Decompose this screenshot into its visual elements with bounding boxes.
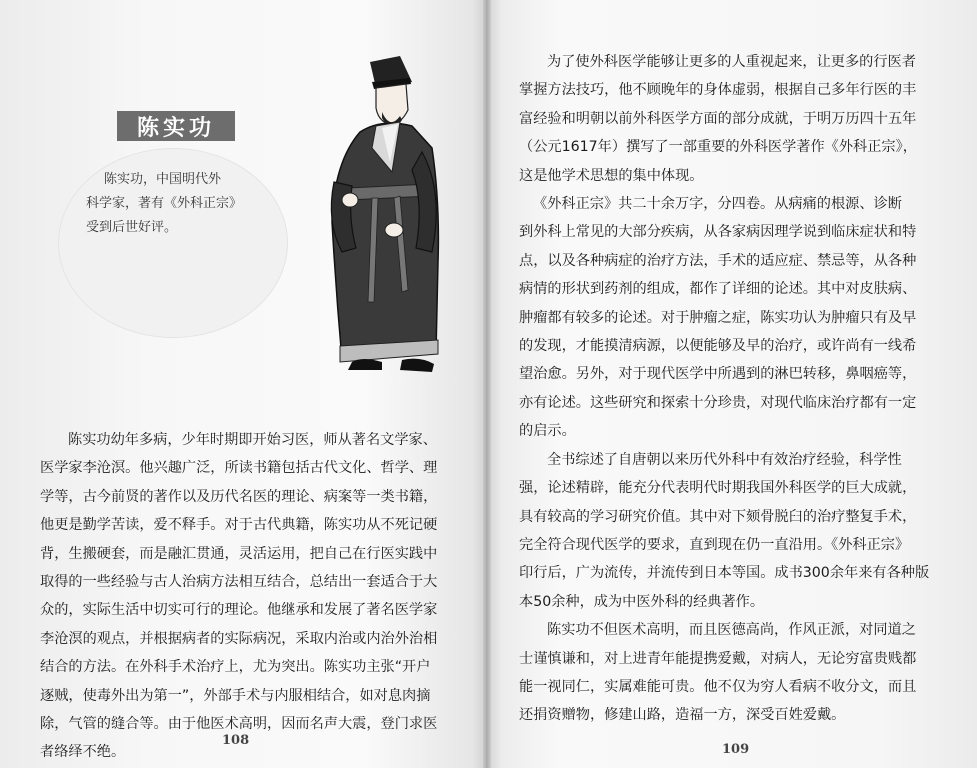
text-line: 取得的一些经验与古人治病方法相互结合，总结出一套适合于大 <box>40 574 438 591</box>
text-line: 医学家李沧溟。他兴趣广泛，所读书籍包括古代文化、哲学、理 <box>40 460 438 477</box>
intro-line: 受到后世好评。 <box>86 220 178 235</box>
text-line: 印行后，广为流传，并流传到日本等国。成书300余年来有各种版 <box>519 565 930 582</box>
text-line: 望治愈。另外，对于现代医学中所遇到的淋巴转移，鼻咽癌等， <box>519 366 917 383</box>
chen-shigong-portrait-illustration <box>312 52 447 407</box>
text-line: 《外科正宗》共二十余万字，分四卷。从病痛的根源、诊断 <box>533 196 902 213</box>
text-line: 除，气管的缝合等。由于他医术高明，因而名声大震，登门求医 <box>40 716 438 733</box>
text-line: 的启示。 <box>519 423 576 440</box>
intro-line: 科学家，著有《外科正宗》 <box>86 196 243 211</box>
text-line: 具有较高的学习研究价值。其中对下颏骨脱臼的治疗整复手术， <box>519 508 917 525</box>
text-line: 逐贼，使毒外出为第一”，外部手术与内服相结合，如对息肉摘 <box>40 687 431 704</box>
text-line: 亦有论述。这些研究和探索十分珍贵，对现代临床治疗都有一定 <box>519 394 917 411</box>
intro-text <box>78 168 278 240</box>
text-line: 众的，实际生活中切实可行的理论。他继承和发展了著名医学家 <box>40 602 438 619</box>
text-line: 掌握方法技巧，他不顾晚年的身体虚弱，根据自己多年行医的丰 <box>519 82 917 99</box>
text-line: 士谨慎谦和，对上进青年能提携爱戴，对病人，无论穷富贵贱都 <box>519 650 917 667</box>
text-line: 这是他学术思想的集中体现。 <box>519 167 704 184</box>
text-line: 陈实功不但医术高明，而且医德高尚，作风正派，对同道之 <box>547 622 916 639</box>
left-page <box>0 0 487 768</box>
text-line: 为了使外科医学能够让更多的人重视起来，让更多的行医者 <box>547 54 916 70</box>
text-line: 背，生搬硬套，而是融汇贯通，灵活运用，把自己在行医实践中 <box>40 545 438 562</box>
intro-line: 陈实功，中国明代外 <box>104 172 222 187</box>
text-line: 点，以及各种病症的治疗方法，手术的适应症、禁忌等，从各种 <box>519 252 917 269</box>
page-number-right: 109 <box>722 742 750 757</box>
text-line: 者络绎不绝。 <box>40 744 126 761</box>
text-line: 全书综述了自唐朝以来历代外科中有效治疗经验，科学性 <box>547 451 902 468</box>
text-line: 学等，古今前贤的著作以及历代名医的理论、病案等一类书籍， <box>40 488 438 505</box>
left-body-text <box>40 426 460 767</box>
text-line: （公元1617年）撰写了一部重要的外科医学著作《外科正宗》， <box>519 139 917 156</box>
text-line: 肿瘤都有较多的论述。对于肿瘤之症，陈实功认为肿瘤只有及早 <box>519 309 917 326</box>
right-page <box>487 0 977 768</box>
right-body-text <box>519 48 947 730</box>
text-line: 完全符合现代医学的要求，直到现在仍一直沿用。《外科正宗》 <box>519 536 910 553</box>
text-line: 他更是勤学苦读，爱不释手。对于古代典籍，陈实功从不死记硬 <box>40 517 438 534</box>
text-line: 到外科上常见的大部分疾病，从各家病因理学说到临床症状和特 <box>519 224 917 241</box>
text-line: 病情的形状到药剂的组成，都作了详细的论述。其中对皮肤病、 <box>519 281 917 298</box>
text-line: 结合的方法。在外科手术治疗上，尤为突出。陈实功主张“开户 <box>40 659 431 676</box>
text-line: 陈实功幼年多病，少年时期即开始习医，师从著名文学家、 <box>68 432 437 448</box>
text-line: 李沧溟的观点，并根据病者的实际病况，采取内治或内治外治相 <box>40 630 438 647</box>
chapter-title: 陈实功 <box>117 111 235 141</box>
page-number-left: 108 <box>222 733 250 748</box>
text-line: 强，论述精辟，能充分代表明代时期我国外科医学的巨大成就， <box>519 480 917 497</box>
text-line: 本50余种，成为中医外科的经典著作。 <box>519 593 765 610</box>
book-gutter-shadow <box>483 0 491 768</box>
text-line: 的发现，才能摸清病源，以便能够及早的治疗，或许尚有一线希 <box>519 338 917 355</box>
text-line: 还捐资赠物，修建山路，造福一方，深受百姓爱戴。 <box>519 707 846 724</box>
text-line: 能一视同仁，实属难能可贵。他不仅为穷人看病不收分文，而且 <box>519 678 917 695</box>
text-line: 富经验和明朝以前外科医学方面的部分成就，于明万历四十五年 <box>519 110 917 127</box>
